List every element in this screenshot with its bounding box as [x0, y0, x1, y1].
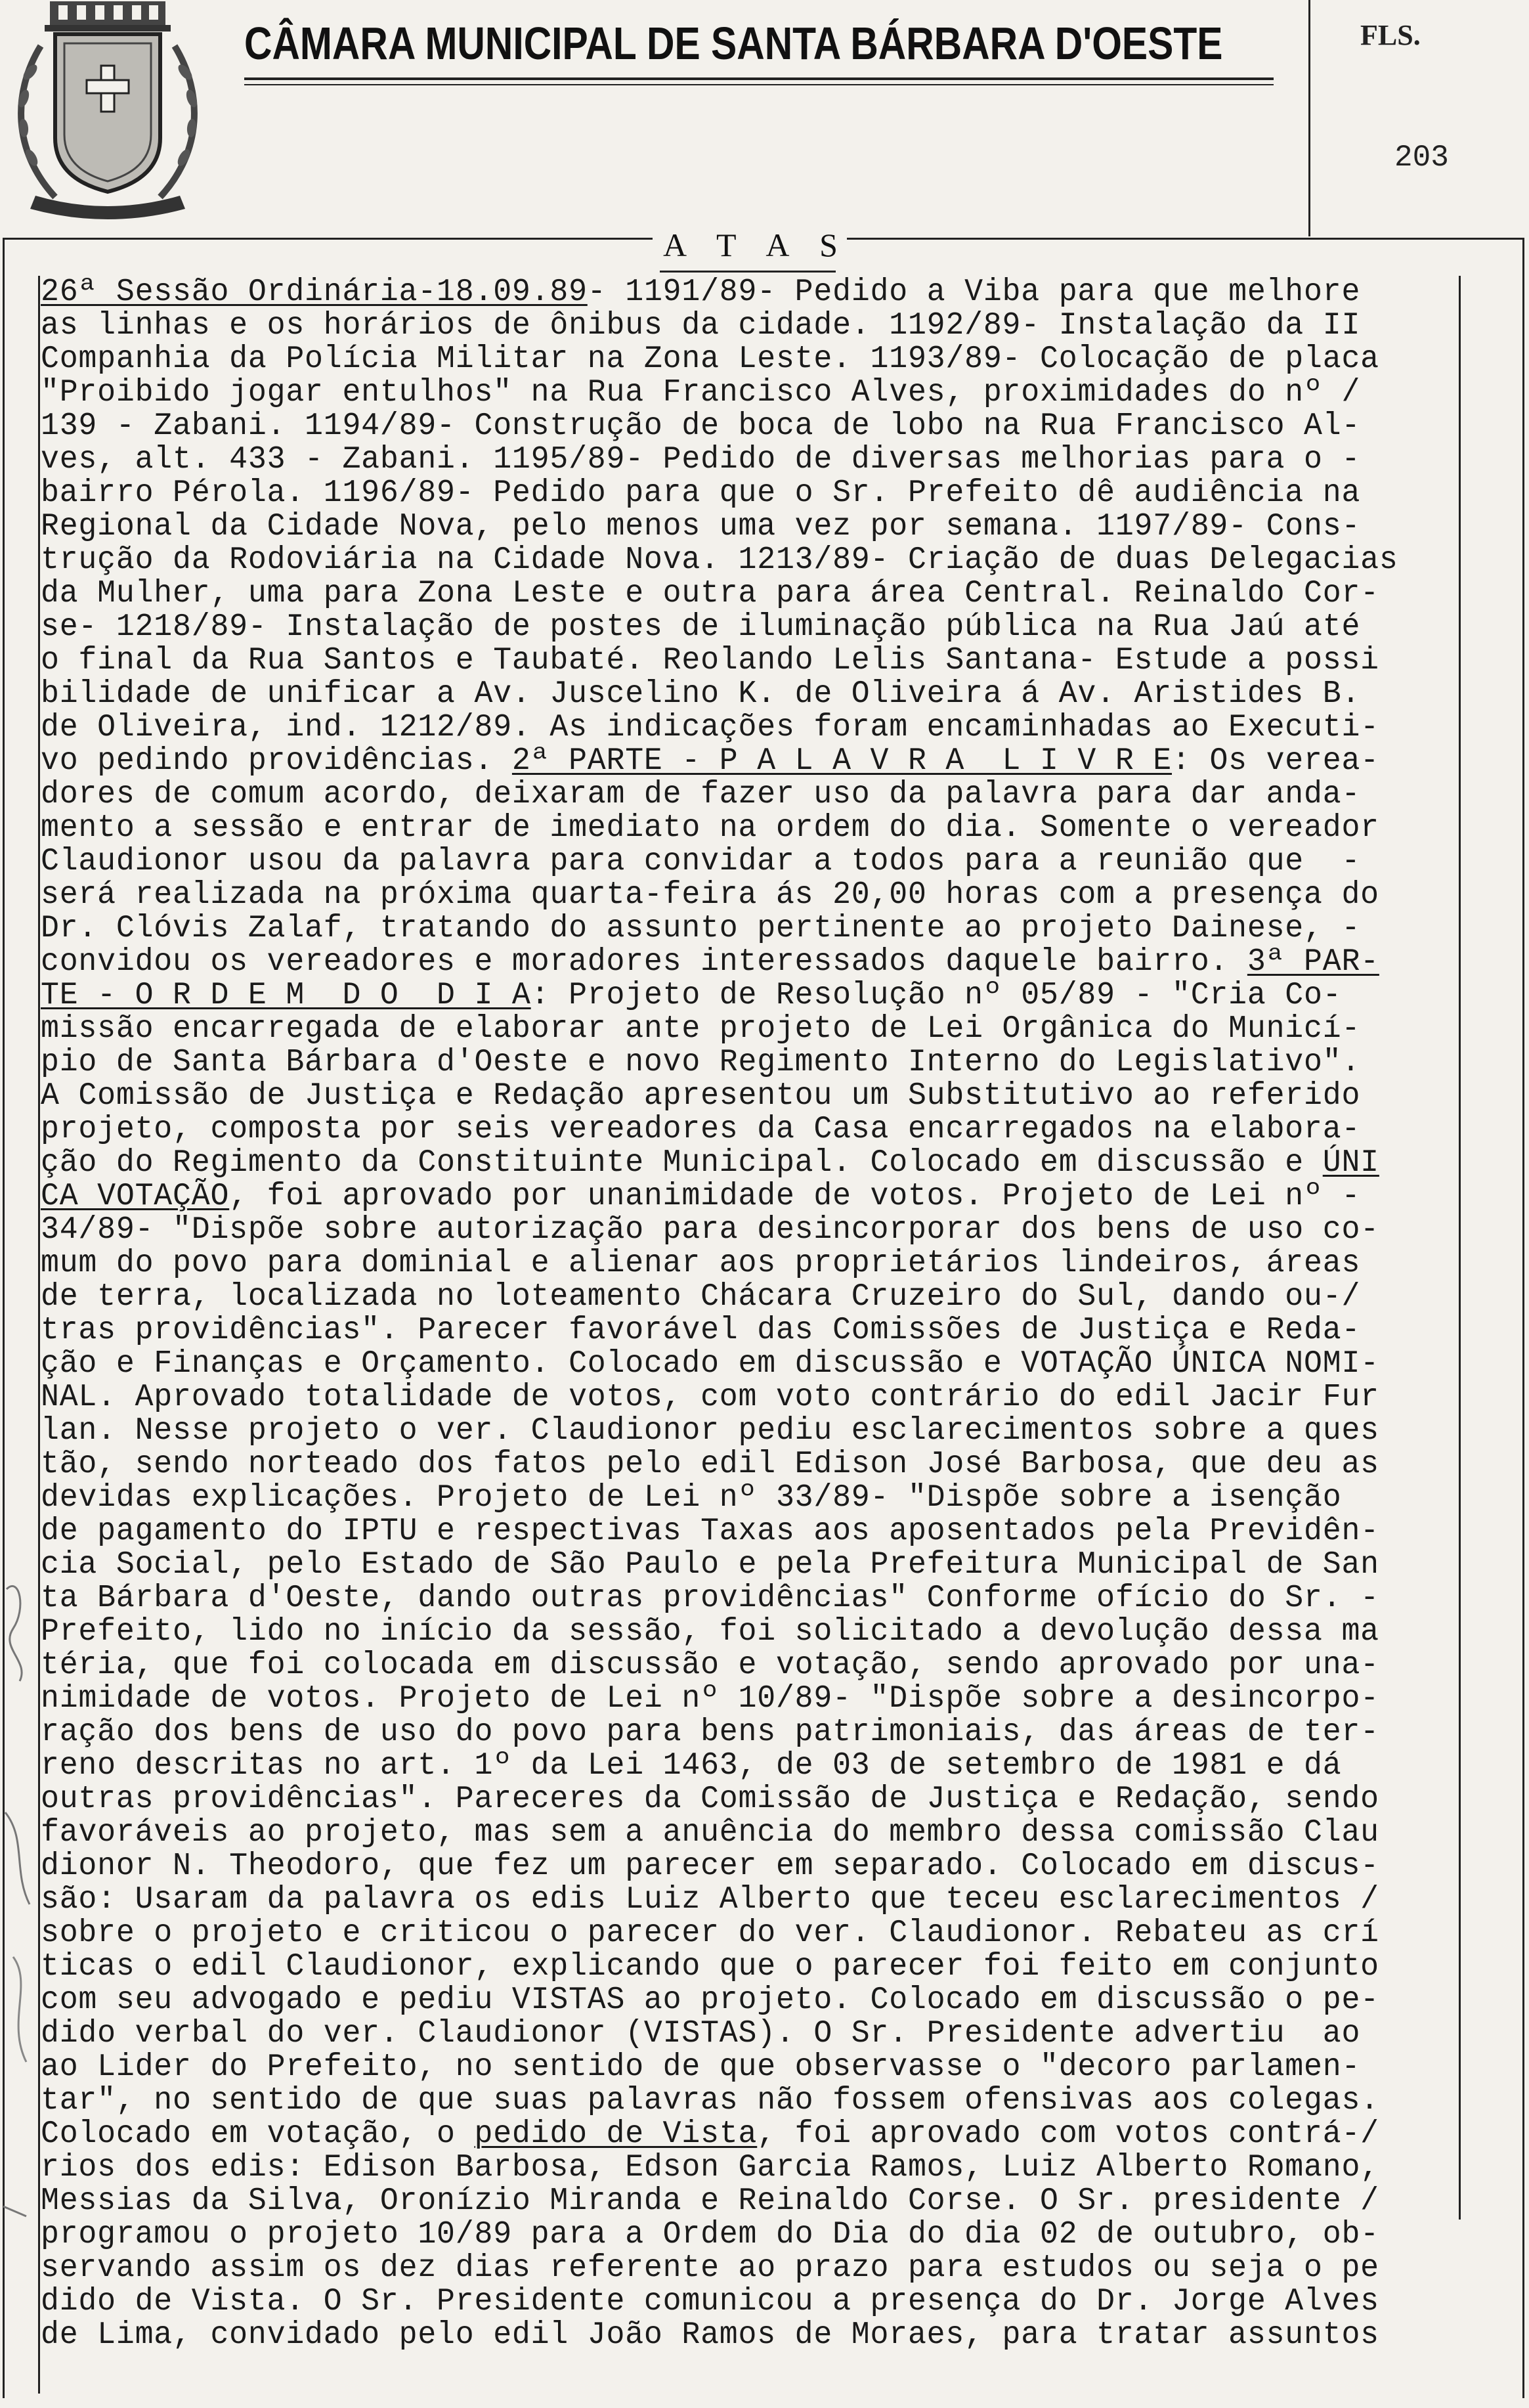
margin-handwriting-mark — [0, 1563, 39, 2220]
text-line: projeto, composta por seis vereadores da Casa encarregados na elabora- — [41, 1112, 1361, 1147]
text-line: vo pedindo providências. 2ª PARTE - P A L A V R A L I V R E: Os verea- — [41, 743, 1379, 779]
header-divider — [1308, 0, 1310, 236]
text-line: 26ª Sessão Ordinária-18.09.89- 1191/89- Pedido a Viba para que melhore — [41, 274, 1361, 310]
text-line: programou o projeto 10/89 para a Ordem do Dia do dia 02 de outubro, ob- — [41, 2217, 1379, 2252]
text-line: se- 1218/89- Instalação de postes de iluminação pública na Rua Jaú até — [41, 609, 1361, 645]
frame-top-border-right — [847, 238, 1524, 240]
text-line: tão, sendo norteado dos fatos pelo edil Edison José Barbosa, que deu as — [41, 1447, 1379, 1482]
section-heading: A T A S — [663, 227, 850, 263]
text-line: ticas o edil Claudionor, explicando que o parecer foi feito em conjunto — [41, 1949, 1379, 1984]
text-line: favoráveis ao projeto, mas sem a anuência do membro dessa comissão Clau — [41, 1815, 1379, 1850]
text-line: outras providências". Pareceres da Comissão de Justiça e Redação, sendo — [41, 1782, 1379, 1817]
text-line: dido verbal do ver. Claudionor (VISTAS). O Sr. Presidente advertiu ao — [41, 2016, 1361, 2051]
text-line: da Mulher, uma para Zona Leste e outra para área Central. Reinaldo Cor- — [41, 576, 1379, 611]
text-line: devidas explicações. Projeto de Lei nº 33/89- "Dispõe sobre a isenção — [41, 1480, 1342, 1516]
text-line: 139 - Zabani. 1194/89- Construção de boca de lobo na Rua Francisco Al- — [41, 408, 1361, 444]
text-line: Dr. Clóvis Zalaf, tratando do assunto pertinente ao projeto Dainese, - — [41, 911, 1361, 946]
text-line: TE - O R D E M D O D I A: Projeto de Resolução nº 05/89 - "Cria Co- — [41, 978, 1342, 1013]
text-line: A Comissão de Justiça e Redação apresentou um Substitutivo ao referido — [41, 1078, 1361, 1114]
section-heading-underline — [660, 271, 836, 273]
text-line: 34/89- "Dispõe sobre autorização para desincorporar dos bens de uso co- — [41, 1212, 1379, 1248]
text-line: rios dos edis: Edison Barbosa, Edson Garcia Ramos, Luiz Alberto Romano, — [41, 2150, 1379, 2185]
text-line: dores de comum acordo, deixaram de fazer uso da palavra para dar anda- — [41, 777, 1361, 812]
text-line: CA VOTAÇÃO, foi aprovado por unanimidade de votos. Projeto de Lei nº - — [41, 1179, 1361, 1214]
text-line: mum do povo para dominial e alienar aos proprietários lindeiros, áreas — [41, 1246, 1361, 1281]
text-line: ao Lider do Prefeito, no sentido de que observasse o "decoro parlamen- — [41, 2049, 1361, 2085]
text-line: téria, que foi colocada em discussão e votação, sendo aprovado por una- — [41, 1648, 1379, 1683]
underlined-text: 26ª Sessão Ordinária-18.09.89 — [41, 274, 588, 310]
text-line: Messias da Silva, Oronízio Miranda e Reinaldo Corse. O Sr. presidente / — [41, 2183, 1379, 2219]
underlined-text: ÚNI — [1322, 1145, 1379, 1181]
text-line: Prefeito, lido no início da sessão, foi solicitado a devolução dessa ma — [41, 1614, 1379, 1650]
text-line: as linhas e os horários de ônibus da cidade. 1192/89- Instalação da II — [41, 308, 1361, 343]
minutes-text — [41, 276, 1524, 2352]
text-line: convidou os vereadores e moradores interessados daquele bairro. 3ª PAR- — [41, 944, 1379, 980]
text-line: ção e Finanças e Orçamento. Colocado em discussão e VOTAÇÃO ÚNICA NOMI- — [41, 1346, 1379, 1382]
text-line: ta Bárbara d'Oeste, dando outras providências" Conforme ofício do Sr. - — [41, 1581, 1379, 1616]
text-line: pio de Santa Bárbara d'Oeste e novo Regimento Interno do Legislativo". — [41, 1045, 1361, 1080]
text-line: bairro Pérola. 1196/89- Pedido para que o Sr. Prefeito dê audiência na — [41, 475, 1361, 511]
title-underline-secondary — [244, 84, 1274, 85]
frame-top-border — [3, 238, 653, 240]
text-line: são: Usaram da palavra os edis Luiz Alberto que teceu esclarecimentos / — [41, 1882, 1379, 1917]
text-line: ração dos bens de uso do povo para bens patrimoniais, das áreas de ter- — [41, 1715, 1379, 1750]
text-line: Regional da Cidade Nova, pelo menos uma vez por semana. 1197/89- Cons- — [41, 509, 1361, 544]
page-number: 203 — [1394, 141, 1449, 175]
text-line: tar", no sentido de que suas palavras não fossem ofensivas aos colegas. — [41, 2083, 1379, 2118]
text-line: sobre o projeto e criticou o parecer do ver. Claudionor. Rebateu as crí — [41, 1915, 1379, 1951]
text-line: bilidade de unificar a Av. Juscelino K. de Oliveira á Av. Aristides B. — [41, 676, 1361, 712]
fls-label: FLS. — [1360, 19, 1421, 51]
text-line: de terra, localizada no loteamento Chácara Cruzeiro do Sul, dando ou-/ — [41, 1279, 1361, 1315]
text-line: com seu advogado e pediu VISTAS ao projeto. Colocado em discussão o pe- — [41, 1982, 1379, 2018]
underlined-text: 3ª PAR- — [1247, 944, 1379, 980]
text-line: será realizada na próxima quarta-feira ás 20,00 horas com a presença do — [41, 877, 1379, 913]
text-line: Colocado em votação, o pedido de Vista, foi aprovado com votos contrá-/ — [41, 2116, 1379, 2152]
title-underline — [244, 77, 1274, 80]
text-line: missão encarregada de elaborar ante projeto de Lei Orgânica do Municí- — [41, 1011, 1361, 1047]
underlined-text: CA VOTAÇÃO — [41, 1179, 230, 1214]
text-line: Companhia da Polícia Militar na Zona Leste. 1193/89- Colocação de placa — [41, 341, 1379, 377]
text-line: ves, alt. 433 - Zabani. 1195/89- Pedido de diversas melhorias para o - — [41, 442, 1361, 477]
text-line: nimidade de votos. Projeto de Lei nº 10/89- "Dispõe sobre a desincorpo- — [41, 1681, 1379, 1717]
text-line: lan. Nesse projeto o ver. Claudionor pediu esclarecimentos sobre a ques — [41, 1413, 1379, 1449]
underlined-text: 2ª PARTE - P A L A V R A L I V R E — [511, 743, 1173, 779]
text-line: ção do Regimento da Constituinte Municipal. Colocado em discussão e ÚNI — [41, 1145, 1379, 1181]
text-line: o final da Rua Santos e Taubaté. Reolando Lelis Santana- Estude a possi — [41, 643, 1379, 678]
text-line: trução da Rodoviária na Cidade Nova. 1213/89- Criação de duas Delegacias — [41, 542, 1398, 578]
underlined-text: pedido de Vista — [474, 2116, 758, 2152]
text-line: dionor N. Theodoro, que fez um parecer em separado. Colocado em discus- — [41, 1849, 1379, 1884]
text-line: Claudionor usou da palavra para convidar a todos para a reunião que - — [41, 844, 1361, 879]
text-line: dido de Vista. O Sr. Presidente comunicou a presença do Dr. Jorge Alves — [41, 2284, 1379, 2319]
institution-title: CÂMARA MUNICIPAL DE SANTA BÁRBARA D'OESTE — [244, 18, 1223, 69]
text-line: cia Social, pelo Estado de São Paulo e pela Prefeitura Municipal de San — [41, 1547, 1379, 1583]
text-line: "Proibido jogar entulhos" na Rua Francisco Alves, proximidades do nº / — [41, 375, 1361, 410]
text-line: de Lima, convidado pelo edil João Ramos de Moraes, para tratar assuntos — [41, 2317, 1379, 2353]
text-line: tras providências". Parecer favorável das Comissões de Justiça e Reda- — [41, 1313, 1361, 1348]
text-line: NAL. Aprovado totalidade de votos, com voto contrário do edil Jacir Fur — [41, 1380, 1379, 1415]
text-line: reno descritas no art. 1º da Lei 1463, de 03 de setembro de 1981 e dá — [41, 1748, 1342, 1784]
text-line: de pagamento do IPTU e respectivas Taxas aos aposentados pela Previdên- — [41, 1514, 1379, 1549]
municipal-coat-of-arms-icon — [9, 0, 206, 220]
text-line: de Oliveira, ind. 1212/89. As indicações foram encaminhadas ao Executi- — [41, 710, 1379, 745]
underlined-text: TE - O R D E M D O D I A — [41, 978, 531, 1013]
text-line: servando assim os dez dias referente ao prazo para estudos ou seja o pe — [41, 2250, 1379, 2286]
text-line: mento a sessão e entrar de imediato na ordem do dia. Somente o vereador — [41, 810, 1379, 846]
